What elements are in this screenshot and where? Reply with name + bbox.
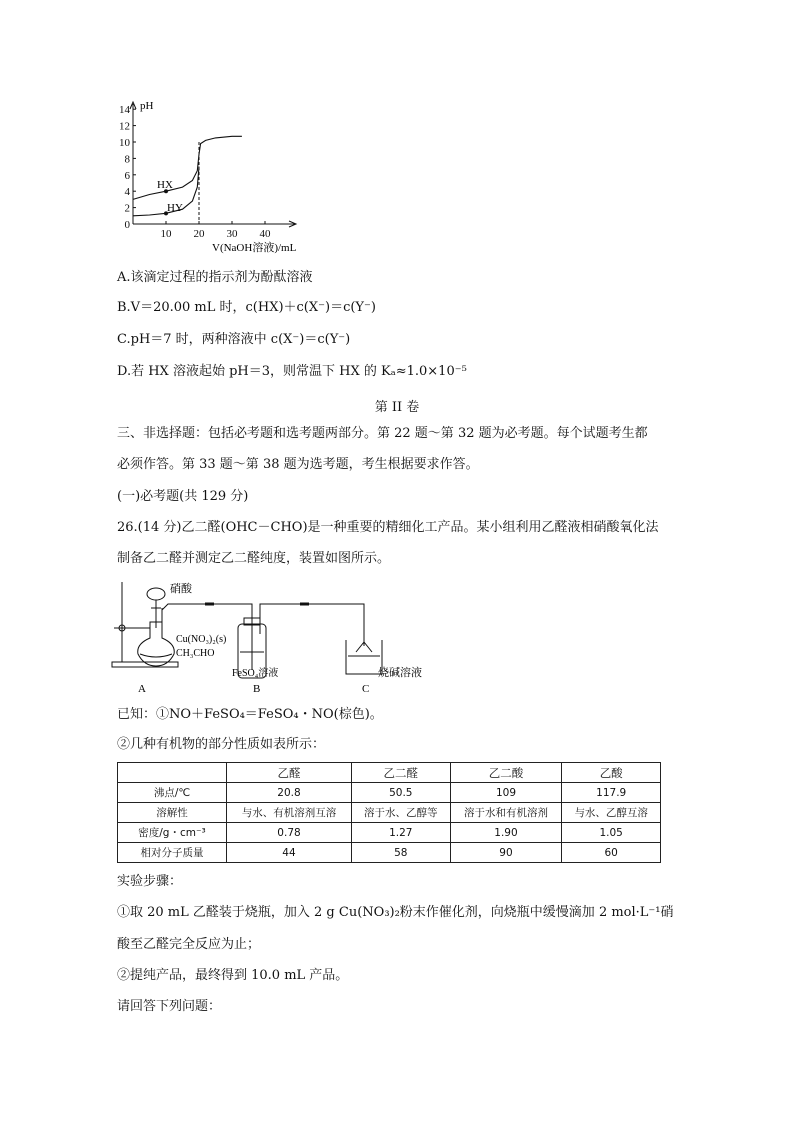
step2: ②提纯产品，最终得到 10.0 mL 产品。 [117,968,349,983]
x-tick-label: 10 [160,228,172,240]
option-a: A.该滴定过程的指示剂为酚酞溶液 [117,270,313,285]
x-tick-label: 40 [259,228,271,240]
option-b: B.V＝20.00 mL 时，c(HX)＋c(X⁻)＝c(Y⁻) [117,300,376,315]
option-d: D.若 HX 溶液起始 pH＝3，则常温下 HX 的 Kₐ≈1.0×10⁻⁵ [117,364,467,379]
table-cell: 溶解性 [118,803,227,823]
label-b-solution: FeSO₄溶液 [232,668,279,679]
label-acid: 硝酸 [170,583,192,595]
table-cell: 60 [562,843,661,863]
q26-line2: 制备乙二醛并测定乙二醛纯度，装置如图所示。 [117,551,391,566]
table-cell: 沸点/℃ [118,783,227,803]
section-title: 第 II 卷 [374,400,420,415]
table-row [118,783,661,803]
table-header-cell [118,763,227,783]
table-cell: 109 [450,783,562,803]
table-cell: 相对分子质量 [118,843,227,863]
q26-line1: 26.(14 分)乙二醛(OHC－CHO)是一种重要的精细化工产品。某小组利用乙醛液相硝酸氧化法 [117,520,659,535]
y-tick-label: 8 [124,153,130,166]
label-catalyst: Cu(NO₃)₂(s) [176,634,227,645]
option-c: C.pH＝7 时，两种溶液中 c(X⁻)＝c(Y⁻) [117,332,351,347]
section3-line2: 必须作答。第 33 题～第 38 题为选考题，考生根据要求作答。 [117,457,479,472]
y-tick-label: 12 [119,120,130,133]
steps-title: 实验步骤： [117,874,183,889]
table-cell: 与水、有机溶剂互溶 [227,803,352,823]
table-cell: 溶于水和有机溶剂 [450,803,562,823]
table-cell: 1.27 [351,823,450,843]
titration-graph [112,98,302,258]
table-cell: 44 [227,843,352,863]
x-tick-label: 30 [226,228,238,240]
label-b: B [253,683,261,695]
y-tick-label: 10 [119,137,130,149]
property-table [117,762,661,863]
y-tick-label: 2 [124,202,130,215]
table-cell: 密度/g・cm⁻³ [118,823,227,843]
known-line2: ②几种有机物的部分性质如表所示： [117,737,326,752]
table-header-cell: 乙二醛 [351,763,450,783]
question-prompt: 请回答下列问题： [117,999,222,1014]
tube-a-b [162,604,252,624]
table-cell: 0.78 [227,823,352,843]
table-cell: 50.5 [351,783,450,803]
y-tick-label: 14 [119,104,130,117]
table-cell: 1.90 [450,823,562,843]
step1-line2: 酸至乙醛完全反应为止； [117,937,261,952]
label-c: C [362,683,370,695]
section3-sub: (一)必考题(共 129 分) [117,489,249,504]
y-tick-label: 6 [124,169,130,182]
tube-b-c [260,604,364,646]
table-cell: 溶于水、乙醇等 [351,803,450,823]
dropping-funnel [147,588,165,600]
section3-line1: 三、非选择题：包括必考题和选考题两部分。第 22 题～第 32 题为必考题。每个试题考生都 [117,426,648,441]
x-tick-label: 20 [193,228,205,240]
table-cell: 58 [351,843,450,863]
table-header-row [118,763,661,783]
step1-line1: ①取 20 mL 乙醛装于烧瓶，加入 2 g Cu(NO₃)₂粉末作催化剂，向烧瓶中缓慢滴加 2 mol·L⁻¹硝 [117,905,674,920]
table-cell: 1.05 [562,823,661,843]
hy-label: HY [167,202,183,214]
label-a: A [138,683,146,695]
known-line1: 已知：①NO＋FeSO₄＝FeSO₄・NO(棕色)。 [117,707,383,722]
table-cell: 20.8 [227,783,352,803]
table-row [118,823,661,843]
label-c-solution: 烧碱溶液 [378,667,422,679]
apparatus-diagram [110,578,450,700]
table-header-cell: 乙二酸 [450,763,562,783]
table-header-cell: 乙醛 [227,763,352,783]
hx-label: HX [157,179,173,191]
y-tick-label: 0 [124,219,130,231]
table-row [118,843,661,863]
table-cell: 90 [450,843,562,863]
table-header-cell: 乙酸 [562,763,661,783]
flask-a [138,622,175,666]
table-cell: 与水、乙醇互溶 [562,803,661,823]
hx-curve [133,136,242,199]
y-tick-label: 4 [124,186,130,199]
label-reactant: CH₃CHO [176,648,215,659]
table-cell: 117.9 [562,783,661,803]
table-row [118,803,661,823]
x-axis-label: V(NaOH溶液)/mL [212,242,297,254]
y-axis-label: pH [140,100,154,112]
